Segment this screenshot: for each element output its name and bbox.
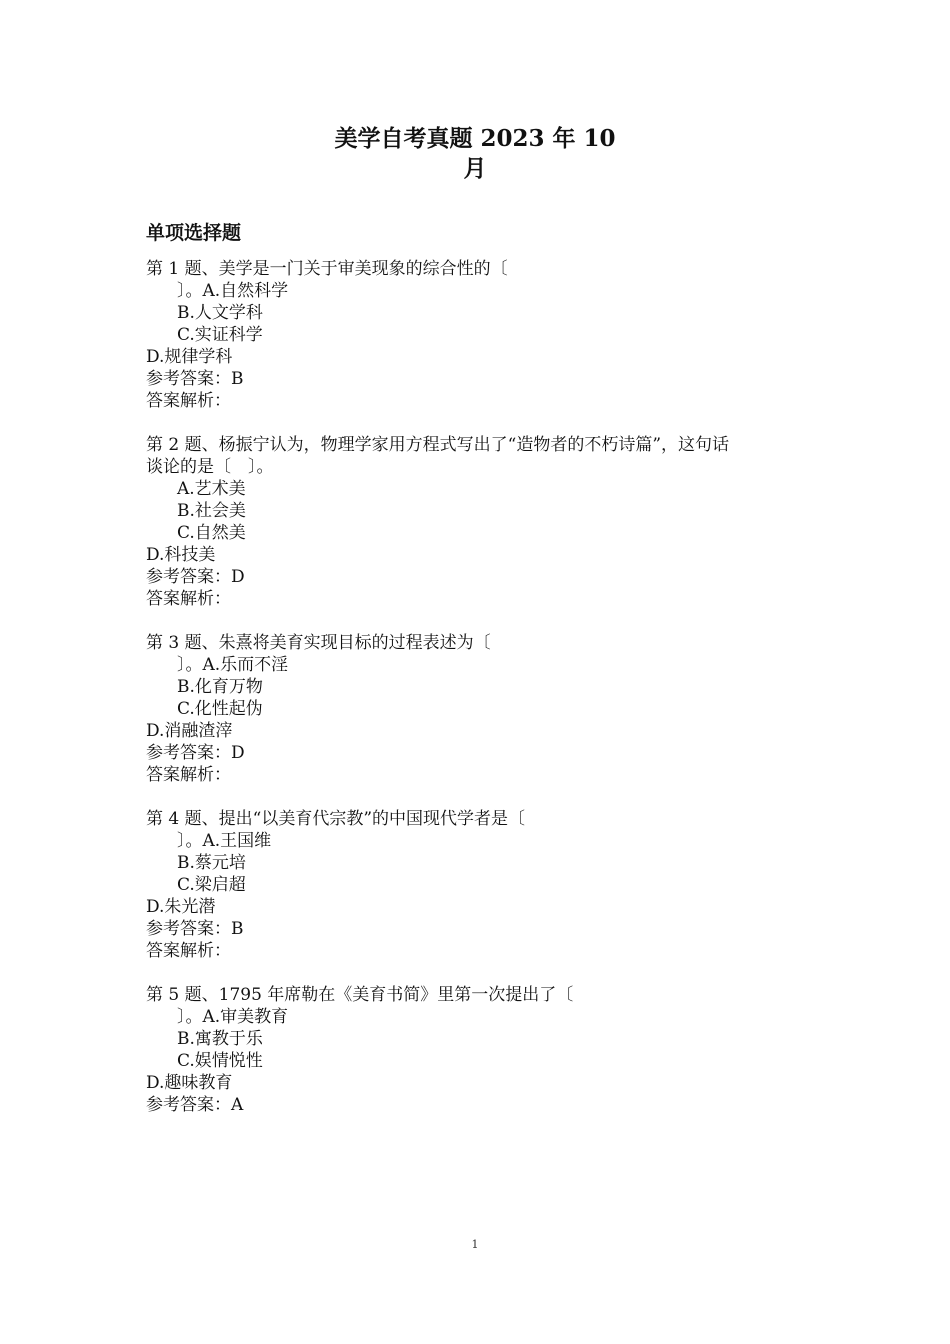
question-2-option-b: B.社会美 [177,501,246,521]
question-5-option-d: D.趣味教育 [146,1073,233,1093]
question-4-option-d: D.朱光潜 [146,897,216,917]
question-5-answer: 参考答案：A [146,1095,244,1115]
question-5-option-a: 〕。A.审美教育 [177,1007,289,1027]
question-4-option-c: C.梁启超 [177,875,246,895]
question-3-option-a: 〕。A.乐而不淫 [177,655,289,675]
question-1-option-b: B.人文学科 [177,303,263,323]
question-2-analysis: 答案解析： [146,589,231,609]
section-title: 单项选择题 [146,222,242,244]
question-3-analysis: 答案解析： [146,765,231,785]
question-1-option-a: 〕。A.自然科学 [177,281,289,301]
question-2-stem-cont: 谈论的是〔 〕。 [146,457,274,477]
question-2-option-d: D.科技美 [146,545,216,565]
page-number: 1 [471,1238,479,1251]
question-3-option-c: C.化性起伪 [177,699,263,719]
question-2-option-c: C.自然美 [177,523,246,543]
question-5 [146,984,826,1116]
question-4-analysis: 答案解析： [146,941,231,961]
question-4-option-b: B.蔡元培 [177,853,246,873]
question-4-option-a: 〕。A.王国维 [177,831,272,851]
question-4 [146,808,826,962]
question-3-option-d: D.消融渣滓 [146,721,233,741]
question-5-stem: 第 5 题、1795 年席勒在《美育书简》里第一次提出了〔 [146,985,574,1005]
page-title-line-2: 月 [463,155,487,182]
question-2-option-a: A.艺术美 [177,479,246,499]
question-1 [146,258,826,412]
question-5-option-b: B.寓教于乐 [177,1029,263,1049]
question-2-answer: 参考答案：D [146,567,245,587]
page-title-line-1: 美学自考真题 2023 年 10 [334,125,616,152]
question-1-answer: 参考答案：B [146,369,244,389]
question-2 [146,434,826,610]
question-3-answer: 参考答案：D [146,743,245,763]
question-3-option-b: B.化育万物 [177,677,263,697]
question-1-option-d: D.规律学科 [146,347,233,367]
question-5-option-c: C.娱情悦性 [177,1051,263,1071]
question-1-option-c: C.实证科学 [177,325,263,345]
question-4-answer: 参考答案：B [146,919,244,939]
question-3-stem: 第 3 题、朱熹将美育实现目标的过程表述为〔 [146,633,491,653]
question-1-stem: 第 1 题、美学是一门关于审美现象的综合性的〔 [146,259,508,279]
question-4-stem: 第 4 题、提出“以美育代宗教”的中国现代学者是〔 [146,809,526,829]
question-2-stem: 第 2 题、杨振宁认为，物理学家用方程式写出了“造物者的不朽诗篇”，这句话 [146,435,730,455]
question-3 [146,632,826,786]
question-1-analysis: 答案解析： [146,391,231,411]
